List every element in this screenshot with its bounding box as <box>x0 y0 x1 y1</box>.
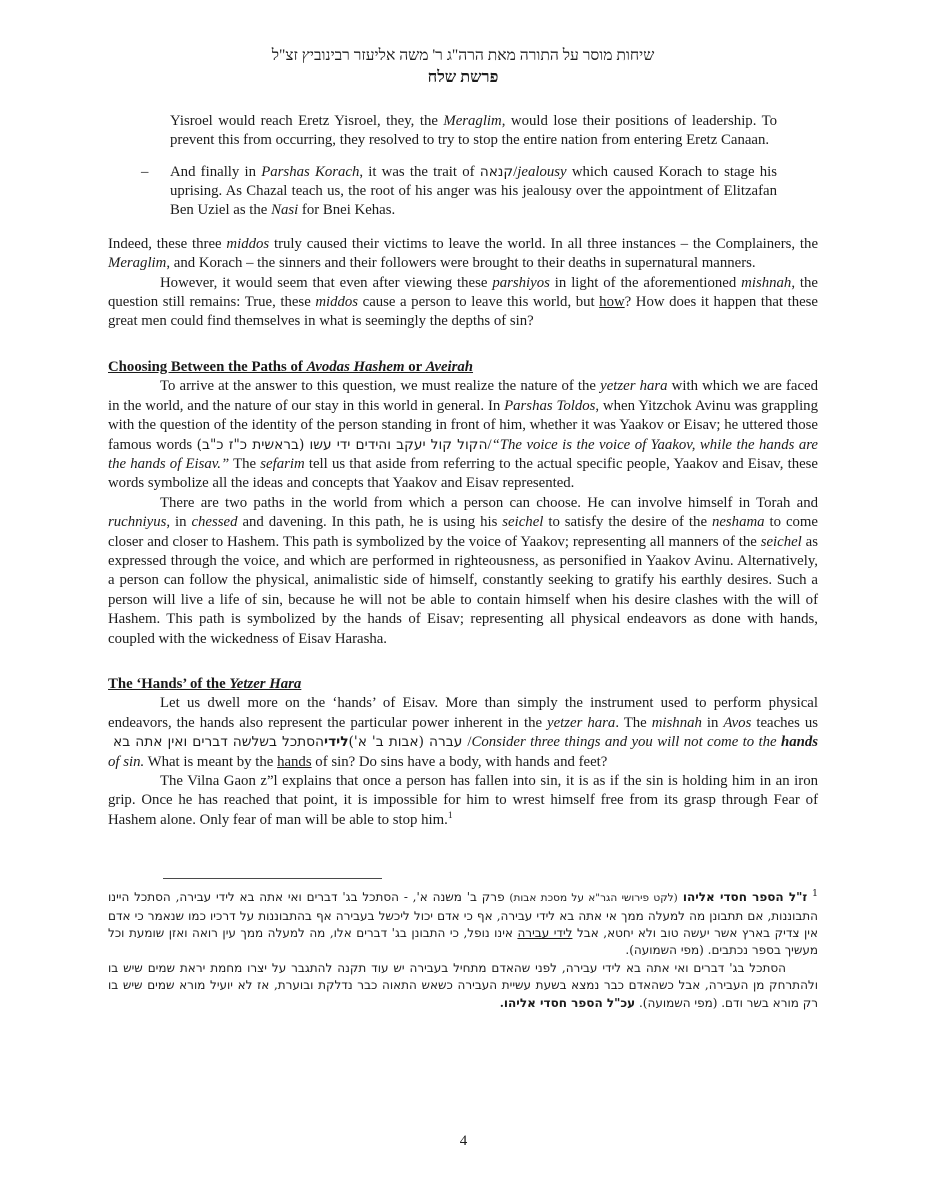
document-header <box>108 46 818 88</box>
bullet-item-korach <box>108 163 818 221</box>
paragraph-two-paths: There are two paths in the world from which a person can choose. He can involve himself in Torah and ruchniyus, in chessed and davening. In this path, he is using his seichel to satisfy the desire of the neshama to come closer and closer to Hashem. This path is symbolized by the voice of Yaakov; representing all manners of the seichel as expressed through the voice, and which are performed in righteousness, as personified in Yaakov Avinu. Alternatively, a person can follow the physical, animalistic side of himself, constantly seeking to gratify his earthly desires. Such a person will live a life of sin, because he will not be able to contain himself when his desire clashes with the will of Hashem. This path is symbolized by the hands of Eisav; representing all physical endeavors as done with hands, coupled with the wickedness of Eisav Harasha. <box>108 494 819 647</box>
dash-bullet-icon: – <box>141 163 149 180</box>
document-body <box>108 112 818 830</box>
paragraph-let-us-dwell: Let us dwell more on the ‘hands’ of Eisav. More than simply the instrument used to perform physical endeavors, the hands also represent the particular power inherent in the yetzer hara. The mishnah in Avos teaches us הסתכל בשלשה דברים ואין אתה בא לידי עברה (אבות ב' א')/Consider three things and you will not come to the hands of sin. What is meant by the hands of sin? Do sins have a body, with hands and feet? <box>108 695 819 770</box>
footnote-separator <box>163 878 382 879</box>
bullet-text: And finally in Parshas Korach, it was the trait of קנאה/jealousy which caused Korach to stage his uprising. As Chazal teach us, the root of his anger was his jealousy over the appointment of Elitzafan Ben Uziel as the Nasi for Bnei Kehas. <box>170 163 777 219</box>
paragraph-continuation: Yisroel would reach Eretz Yisroel, they, the Meraglim, would lose their positions of leadership. To prevent this from occurring, they resolved to try to stop the entire nation from entering Eretz Canaan. <box>170 112 777 149</box>
footnote-block <box>108 889 818 1012</box>
header-title-hebrew: שיחות מוסר על התורה מאת הרה"ג ר' משה אליעזר רבינוביץ זצ"ל <box>271 47 655 64</box>
footnote-paragraph-2: הסתכל בג' דברים ואי אתה בא לידי עבירה, לפני שהאדם מתחיל בעבירה יש עוד תקנה להתגבר על יצרו מחמת יראת שמים שיש בו ולהתרחק מן העבירה, אבל כשהאדם כבר נמצא בשעת עשיית העבירה כשאש התאוה כבר נדלקת ובוערת, אז לא יועיל מורא שמים שיש בו רק מורא בשר ודם. (מפי השמועה). עכ"ל הספר חסדי אליהו. <box>108 960 818 1010</box>
section-heading-hands-of-yetzer-hara: The ‘Hands’ of the Yetzer Hara <box>108 675 302 692</box>
footnote-paragraph-1: $^1$ ז"ל הספר חסדי אליהו (לקט פירושי הגר"א על מסכת אבות) פרק ב' משנה א', - הסתכל בג' דברים ואי אתה בא לידי עבירה, הסתכל היינו התבוננות, אם תתבונן מה למעלה ממך אי אתה בא לידי עבירה, אף כי אדם יכול ליכשל בעבירה אף בהתבוננות על דרכיו כמו שנאמר כי אדם אין צדיק בארץ אשר יעשה טוב ולא יחטא, אבל לידי עבירה אינו נופל, כי התבונן בג' דברים אלו, מה למעלה ממך עין רואה ואזן שומעת וכל מעשיך בספר נכתבים. (מפי השמועה). <box>108 888 818 958</box>
paragraph-vilna-gaon: The Vilna Gaon z”l explains that once a person has fallen into sin, it is as if the sin is holding him in an iron grip. Once he has reached that point, it is impossible for him to wrest himself free from its grasp through Fear of Hashem alone. Only fear of man will be able to stop him.$^1$ <box>108 773 818 828</box>
paragraph-however: However, it would seem that even after viewing these parshiyos in light of the aforementioned mishnah, the question still remains: True, these middos cause a person to leave this world, but how? How does it happen that these great men could find themselves in what is seemingly the depths of sin? <box>108 274 819 330</box>
paragraph-indeed: Indeed, these three middos truly caused their victims to leave the world. In all three instances – the Complainers, the Meraglim, and Korach – the sinners and their followers were brought to their deaths in supernatural manners. <box>108 235 819 272</box>
section-heading-choosing-paths: Choosing Between the Paths of Avodas Hashem or Aveirah <box>108 358 474 375</box>
page-number: 4 <box>459 1133 468 1149</box>
paragraph-to-arrive: To arrive at the answer to this question, we must realize the nature of the yetzer hara with which we are faced in the world, and the nature of our stay in this world in general. In Parshas Toldos, when Yitzchok Avinu was grappling with the question of the identity of the person standing in front of him, whether it was Yaakov or Eisav; he uttered those famous words הקול קול יעקב והידים ידי עשו (בראשית כ"ז כ"ב)/“The voice is the voice of Yaakov, while the hands are the hands of Eisav.” The sefarim tell us that aside from referring to the actual specific people, Yaakov and Eisav, these words symbolize all the ideas and concepts that Yaakov and Eisav represented. <box>108 378 819 492</box>
header-parsha-title: פרשת שלח <box>427 68 499 87</box>
